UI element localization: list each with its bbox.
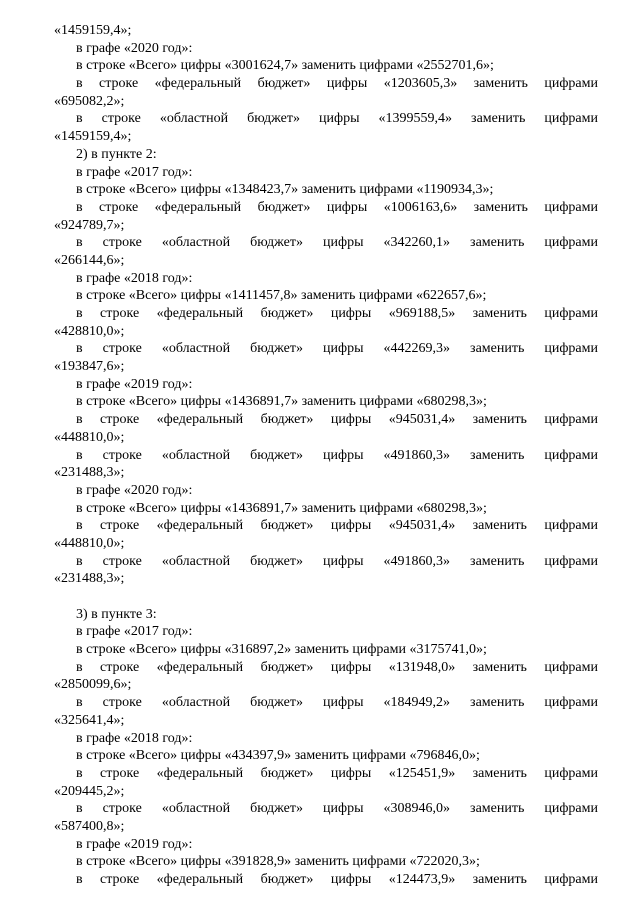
text-line: «448810,0»; — [54, 535, 125, 551]
text-line: «231488,3»; — [54, 571, 125, 587]
text-line: 2) в пункте 2: — [76, 146, 157, 162]
text-line: в графе «2019 год»: — [76, 836, 193, 852]
text-line: «695082,2»; — [54, 93, 125, 109]
text-line: «1459159,4»; — [54, 23, 132, 38]
text-line: в строке «областной бюджет» цифры «184949,2» заменить цифрами — [76, 695, 598, 711]
text-line: в строке «Всего» цифры «1411457,8» заменить цифрами «622657,6»; — [76, 288, 487, 304]
text-line: в графе «2017 год»: — [76, 164, 193, 180]
text-line: «209445,2»; — [54, 783, 125, 799]
text-line: в строке «областной бюджет» цифры «491860,3» заменить цифрами — [76, 553, 598, 569]
text-line: в строке «федеральный бюджет» цифры «945031,4» заменить цифрами — [76, 412, 598, 428]
text-line: в строке «федеральный бюджет» цифры «969188,5» заменить цифрами — [76, 306, 598, 321]
text-line: «1459159,4»; — [54, 129, 132, 145]
text-line: «231488,3»; — [54, 465, 125, 481]
text-line: в строке «областной бюджет» цифры «491860,3» заменить цифрами — [76, 447, 598, 463]
text-line: в строке «Всего» цифры «1348423,7» заменить цифрами «1190934,3»; — [76, 182, 494, 198]
document-page — [54, 22, 598, 889]
text-line: в графе «2019 год»: — [76, 376, 193, 392]
text-line: в строке «областной бюджет» цифры «308946,0» заменить цифрами — [76, 801, 598, 817]
text-line: в строке «федеральный бюджет» цифры «1203605,3» заменить цифрами — [76, 76, 598, 92]
text-line: «587400,8»; — [54, 818, 125, 834]
text-line: 3) в пункте 3: — [76, 606, 157, 622]
text-line: в графе «2018 год»: — [76, 270, 193, 286]
text-line: в строке «Всего» цифры «3001624,7» заменить цифрами «2552701,6»; — [76, 58, 494, 74]
text-line: в строке «федеральный бюджет» цифры «125451,9» заменить цифрами — [76, 765, 598, 781]
text-line: в строке «Всего» цифры «434397,9» заменить цифрами «796846,0»; — [76, 748, 480, 764]
blank-line — [54, 588, 598, 606]
text-line: в строке «Всего» цифры «316897,2» заменить цифрами «3175741,0»; — [76, 642, 487, 658]
text-line: в графе «2020 год»: — [76, 40, 193, 56]
text-line: в графе «2017 год»: — [76, 624, 193, 640]
text-line: в строке «федеральный бюджет» цифры «124473,9» заменить цифрами — [76, 872, 598, 887]
text-line: в строке «Всего» цифры «1436891,7» заменить цифрами «680298,3»; — [76, 500, 487, 516]
text-line: «2850099,6»; — [54, 677, 132, 693]
text-line: в строке «федеральный бюджет» цифры «131948,0» заменить цифрами — [76, 659, 598, 675]
text-line: «428810,0»; — [54, 323, 125, 339]
text-line: в строке «Всего» цифры «1436891,7» заменить цифрами «680298,3»; — [76, 394, 487, 410]
text-line: «266144,6»; — [54, 252, 125, 268]
text-line: «924789,7»; — [54, 217, 125, 233]
text-line: в строке «областной бюджет» цифры «342260,1» заменить цифрами — [76, 235, 598, 251]
text-line: «193847,6»; — [54, 359, 125, 375]
text-line: «448810,0»; — [54, 429, 125, 445]
text-line: «325641,4»; — [54, 712, 125, 728]
text-line: в графе «2020 год»: — [76, 482, 193, 498]
text-line: в строке «областной бюджет» цифры «442269,3» заменить цифрами — [76, 341, 598, 357]
text-line: в строке «федеральный бюджет» цифры «945031,4» заменить цифрами — [76, 518, 598, 534]
text-line: в строке «федеральный бюджет» цифры «1006163,6» заменить цифрами — [76, 199, 598, 215]
text-line: в строке «областной бюджет» цифры «1399559,4» заменить цифрами — [76, 111, 598, 127]
text-line: в строке «Всего» цифры «391828,9» заменить цифрами «722020,3»; — [76, 854, 480, 870]
text-line: в графе «2018 год»: — [76, 730, 193, 746]
